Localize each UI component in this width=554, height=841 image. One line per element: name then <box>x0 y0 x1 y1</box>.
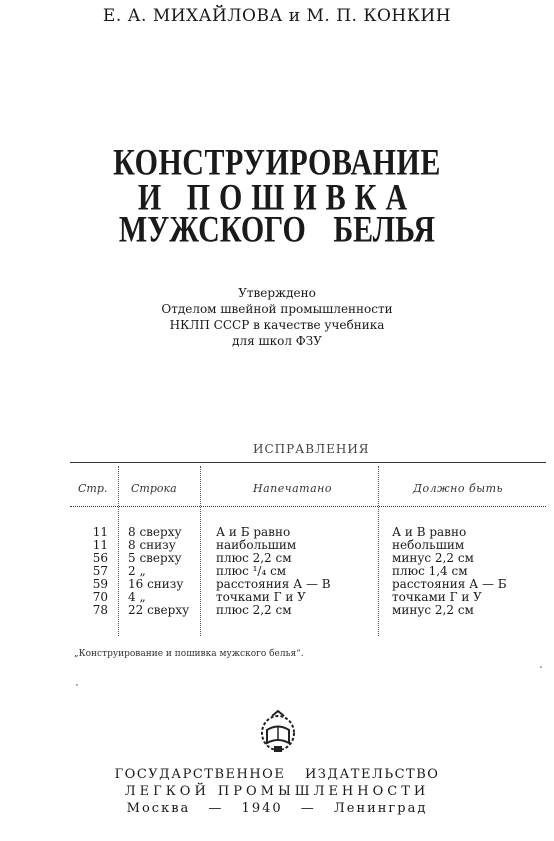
printed-cell: плюс 2,2 см <box>216 551 292 565</box>
approval-line: для школ ФЗУ <box>232 334 322 348</box>
print-speck <box>540 666 542 668</box>
printed-column <box>216 526 331 617</box>
line-column <box>128 526 189 617</box>
line-cell: 8 снизу <box>128 538 176 552</box>
page-cell: 78 <box>92 603 108 617</box>
page-cell: 59 <box>92 577 108 591</box>
line-cell: 5 сверху <box>128 551 182 565</box>
line-cell: 4 „ <box>128 590 146 604</box>
should-be-cell: расстояния А — Б <box>392 577 507 591</box>
title-line-1: КОНСТРУИРОВАНИЕ <box>113 141 441 183</box>
printed-cell: расстояния А — В <box>216 577 331 591</box>
header-printed: Напечатано <box>253 482 333 495</box>
approval-block <box>0 285 554 349</box>
publisher-line-3: Москва — 1940 — Ленинград <box>126 801 428 816</box>
line-cell: 2 „ <box>128 564 146 578</box>
line-cell: 8 сверху <box>128 525 182 539</box>
should-be-cell: плюс 1,4 см <box>392 564 468 578</box>
errata-title: ИСПРАВЛЕНИЯ <box>253 442 370 456</box>
printed-cell: точками Г и У <box>216 590 306 604</box>
page-column <box>84 526 108 617</box>
title-line-2: И ПОШИВКА <box>137 176 417 218</box>
page-cell: 11 <box>92 538 108 552</box>
printed-cell: плюс ¹/₄ см <box>216 564 287 578</box>
page-cell: 70 <box>92 590 108 604</box>
page-cell: 11 <box>92 525 108 539</box>
book-publisher-emblem-icon <box>258 708 298 754</box>
printed-cell: наибольшим <box>216 538 297 552</box>
publisher-block <box>0 766 554 817</box>
header-page: Стр. <box>78 482 108 495</box>
approval-line: Отделом швейной промышленности <box>161 302 393 316</box>
line-cell: 22 сверху <box>128 603 190 617</box>
should-be-cell: минус 2,2 см <box>392 551 474 565</box>
should-be-cell: А и В равно <box>392 525 467 539</box>
approval-line: НКЛП СССР в качестве учебника <box>169 318 385 332</box>
title-line-3: МУЖСКОГО БЕЛЬЯ <box>118 208 436 250</box>
page-cell: 57 <box>92 564 108 578</box>
printed-cell: плюс 2,2 см <box>216 603 292 617</box>
print-speck <box>76 684 78 686</box>
table-column-divider <box>378 466 379 636</box>
should-be-cell: небольшим <box>392 538 465 552</box>
page-cell: 56 <box>92 551 108 565</box>
should-be-column <box>392 526 507 617</box>
errata-note: „Конструирование и пошивка мужского белья“. <box>74 649 304 659</box>
header-should-be: Должно быть <box>413 482 504 495</box>
should-be-cell: точками Г и У <box>392 590 482 604</box>
header-line: Строка <box>131 482 177 495</box>
table-header-rule <box>70 506 546 507</box>
publisher-line-1: ГОСУДАРСТВЕННОЕ ИЗДАТЕЛЬСТВО <box>114 767 440 782</box>
table-top-rule <box>70 462 546 463</box>
should-be-cell: минус 2,2 см <box>392 603 474 617</box>
authors: Е. А. МИХАЙЛОВА и М. П. КОНКИН <box>102 6 452 26</box>
printed-cell: А и Б равно <box>216 525 291 539</box>
line-cell: 16 снизу <box>128 577 184 591</box>
table-column-divider <box>118 466 119 636</box>
table-column-divider <box>200 466 201 636</box>
publisher-line-2: ЛЕГКОЙ ПРОМЫШЛЕННОСТИ <box>124 784 430 799</box>
approval-line: Утверждено <box>238 286 316 300</box>
